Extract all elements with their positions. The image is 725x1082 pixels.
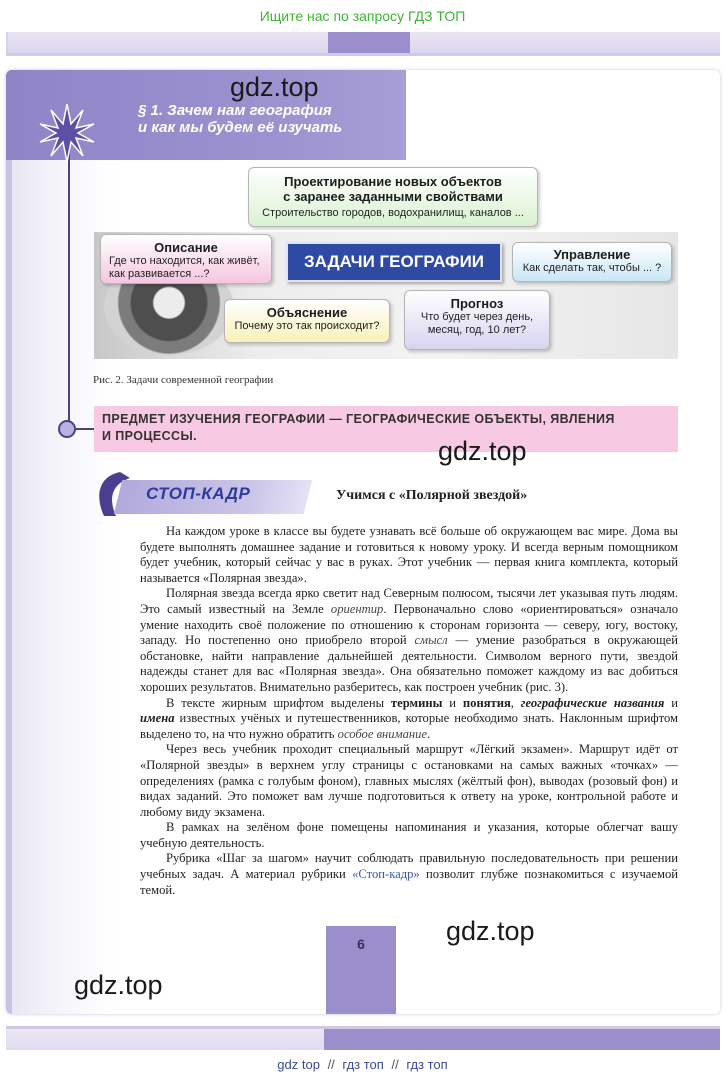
task-control-title: Управление xyxy=(553,247,631,262)
term-names: имена xyxy=(140,711,175,726)
task-projection-title-2: с заранее заданными свойствами xyxy=(283,189,503,204)
term-terms: термины xyxy=(390,695,443,710)
page-edge xyxy=(6,70,12,1014)
p3-part-a: В тексте жирным шрифтом выделены xyxy=(166,695,391,710)
section-title-line2: и как мы будем её изучать xyxy=(138,119,343,136)
task-forecast-title: Прогноз xyxy=(450,296,504,311)
p2-part-c: — умение разобраться в окружающей обстановке, найти направление дальнейшей деятельности. Символом верного пути, звездой надежды станет для вас «Полярная звезда». Она обязательно поможет каждому из вас добиться хороших результатов. Внимательно разберитесь, как построен учебник (рис. 3). xyxy=(140,633,678,694)
figure-caption: Рис. 2. Задачи современной географии xyxy=(93,374,274,386)
task-explanation-box xyxy=(224,299,390,343)
route-line xyxy=(68,125,70,425)
task-description-subtitle-2: как развивается ...? xyxy=(109,268,210,280)
p3-and-2: и xyxy=(664,695,679,710)
paragraph-3 xyxy=(140,696,678,743)
stop-kadr-title: Учимся с «Полярной звездой» xyxy=(336,488,528,503)
task-projection-subtitle: Строительство городов, водохранилищ, каналов ... xyxy=(262,207,524,219)
geography-tasks-diagram xyxy=(94,162,678,434)
subject-definition xyxy=(94,406,678,452)
term-concepts: понятия xyxy=(462,695,511,710)
route-connector xyxy=(76,428,96,430)
geography-tasks-title: ЗАДАЧИ ГЕОГРАФИИ xyxy=(286,242,502,282)
task-control-subtitle: Как сделать так, чтобы ... ? xyxy=(522,262,662,274)
task-description-subtitle-1: Где что находится, как живёт, xyxy=(109,255,260,267)
section-title xyxy=(138,102,398,136)
bottom-link-3[interactable]: гдз топ xyxy=(406,1057,448,1072)
next-page-strip xyxy=(6,1026,720,1050)
task-description-title: Описание xyxy=(154,240,218,255)
body-text xyxy=(140,524,678,898)
p6-part-b: позволит глубже познакомиться с изучаемой темой. xyxy=(140,867,678,897)
task-description-box xyxy=(100,234,272,284)
p3-comma: , xyxy=(510,695,521,710)
stop-kadr-label: СТОП-КАДР xyxy=(146,484,251,503)
paragraph-6 xyxy=(140,851,678,898)
task-forecast-subtitle-1: Что будет через день, xyxy=(420,311,534,323)
term-attention: особое внимание xyxy=(337,726,428,741)
polar-star-icon xyxy=(36,102,98,164)
term-orientir: ориентир xyxy=(330,601,384,616)
p2-part-a: Полярная звезда всегда ярко светит над Северным полюсом, тысячи лет указывая путь людям. Это самый известный на Земле xyxy=(140,586,678,616)
p3-part-b: известных учёных и путешественников, которые необходимо знать. Наклонным шрифтом выделено то, на что нужно обратить xyxy=(140,711,678,741)
bottom-link-2[interactable]: гдз топ xyxy=(342,1057,384,1072)
subject-line1: ПРЕДМЕТ ИЗУЧЕНИЯ ГЕОГРАФИИ — ГЕОГРАФИЧЕСКИЕ ОБЪЕКТЫ, ЯВЛЕНИЯ xyxy=(102,412,615,426)
task-explanation-title: Объяснение xyxy=(266,305,348,320)
bottom-link-1[interactable]: gdz top xyxy=(277,1057,320,1072)
paragraph-4: Через весь учебник проходит специальный маршрут «Лёгкий экзамен». Маршрут идёт от «Полярной звезды» в верхнем углу страницы с остановками на самых важных «точках» — определениях (рамка с голубым фоном), главных мыслях (жёлтый фон), выводах (розовый фон) и видах заданий. Это поможет вам лучше подготовиться к ответу на уроке, контрольной работе и любому виду экзамена. xyxy=(140,742,678,819)
paragraph-5: В рамках на зелёном фоне помещены напоминания и указания, которые облегчат вашу учебную деятельность. xyxy=(140,820,678,850)
textbook-page xyxy=(6,70,720,1014)
subject-line2: И ПРОЦЕССЫ. xyxy=(102,429,197,443)
bottom-banner xyxy=(0,1052,725,1082)
p6-part-a: Рубрика «Шаг за шагом» научит соблюдать правильную последовательность при решении учебных задач. А материал рубрики xyxy=(140,851,678,882)
task-control-box xyxy=(512,242,672,282)
term-smysl: смысл xyxy=(414,633,448,648)
section-title-line1: § 1. Зачем нам география xyxy=(138,102,332,119)
page-number: 6 xyxy=(357,936,365,952)
stop-kadr-badge xyxy=(90,468,320,520)
page-number-tab xyxy=(326,926,396,1014)
task-forecast-subtitle-2: месяц, год, 10 лет? xyxy=(427,324,527,336)
bottom-separator-2: // xyxy=(391,1057,399,1072)
watermark-1: gdz.top xyxy=(230,72,319,102)
task-projection-box xyxy=(248,167,538,227)
previous-page-tab xyxy=(328,32,410,53)
next-page-band xyxy=(324,1029,720,1050)
term-geo-names: географические названия xyxy=(520,695,665,710)
p3-end: . xyxy=(427,726,431,741)
task-projection-title-1: Проектирование новых объектов xyxy=(284,174,502,189)
paragraph-2 xyxy=(140,586,678,695)
term-stop-kadr: «Стоп-кадр» xyxy=(352,867,420,882)
paragraph-1: На каждом уроке в классе вы будете узнавать всё больше об окружающем вас мире. Дома вы будете выполнять домашнее задание и готовиться к новому уроку. И всегда верным помощником будет учебник, который сейчас у вас в руках. Этот учебник — первая книга комплекта, который называется «Полярная звезда». xyxy=(140,524,678,585)
watermark-2: gdz.top xyxy=(438,436,527,466)
route-stop-dot xyxy=(58,420,76,438)
task-forecast-box xyxy=(404,290,550,350)
p2-part-b: . Первоначально слово «ориентироваться» означало умение находить своё положение по отношению к сторонам горизонта — северу, югу, востоку, западу. Но постепенно оно приобрело второй xyxy=(140,601,678,648)
watermark-3: gdz.top xyxy=(446,916,535,946)
top-banner[interactable]: Ищите нас по запросу ГДЗ ТОП xyxy=(259,8,466,24)
previous-page-strip xyxy=(6,32,720,56)
p3-and-1: и xyxy=(442,695,463,710)
task-explanation-subtitle: Почему это так происходит? xyxy=(234,320,380,332)
bottom-separator-1: // xyxy=(327,1057,335,1072)
watermark-4: gdz.top xyxy=(74,970,163,1000)
